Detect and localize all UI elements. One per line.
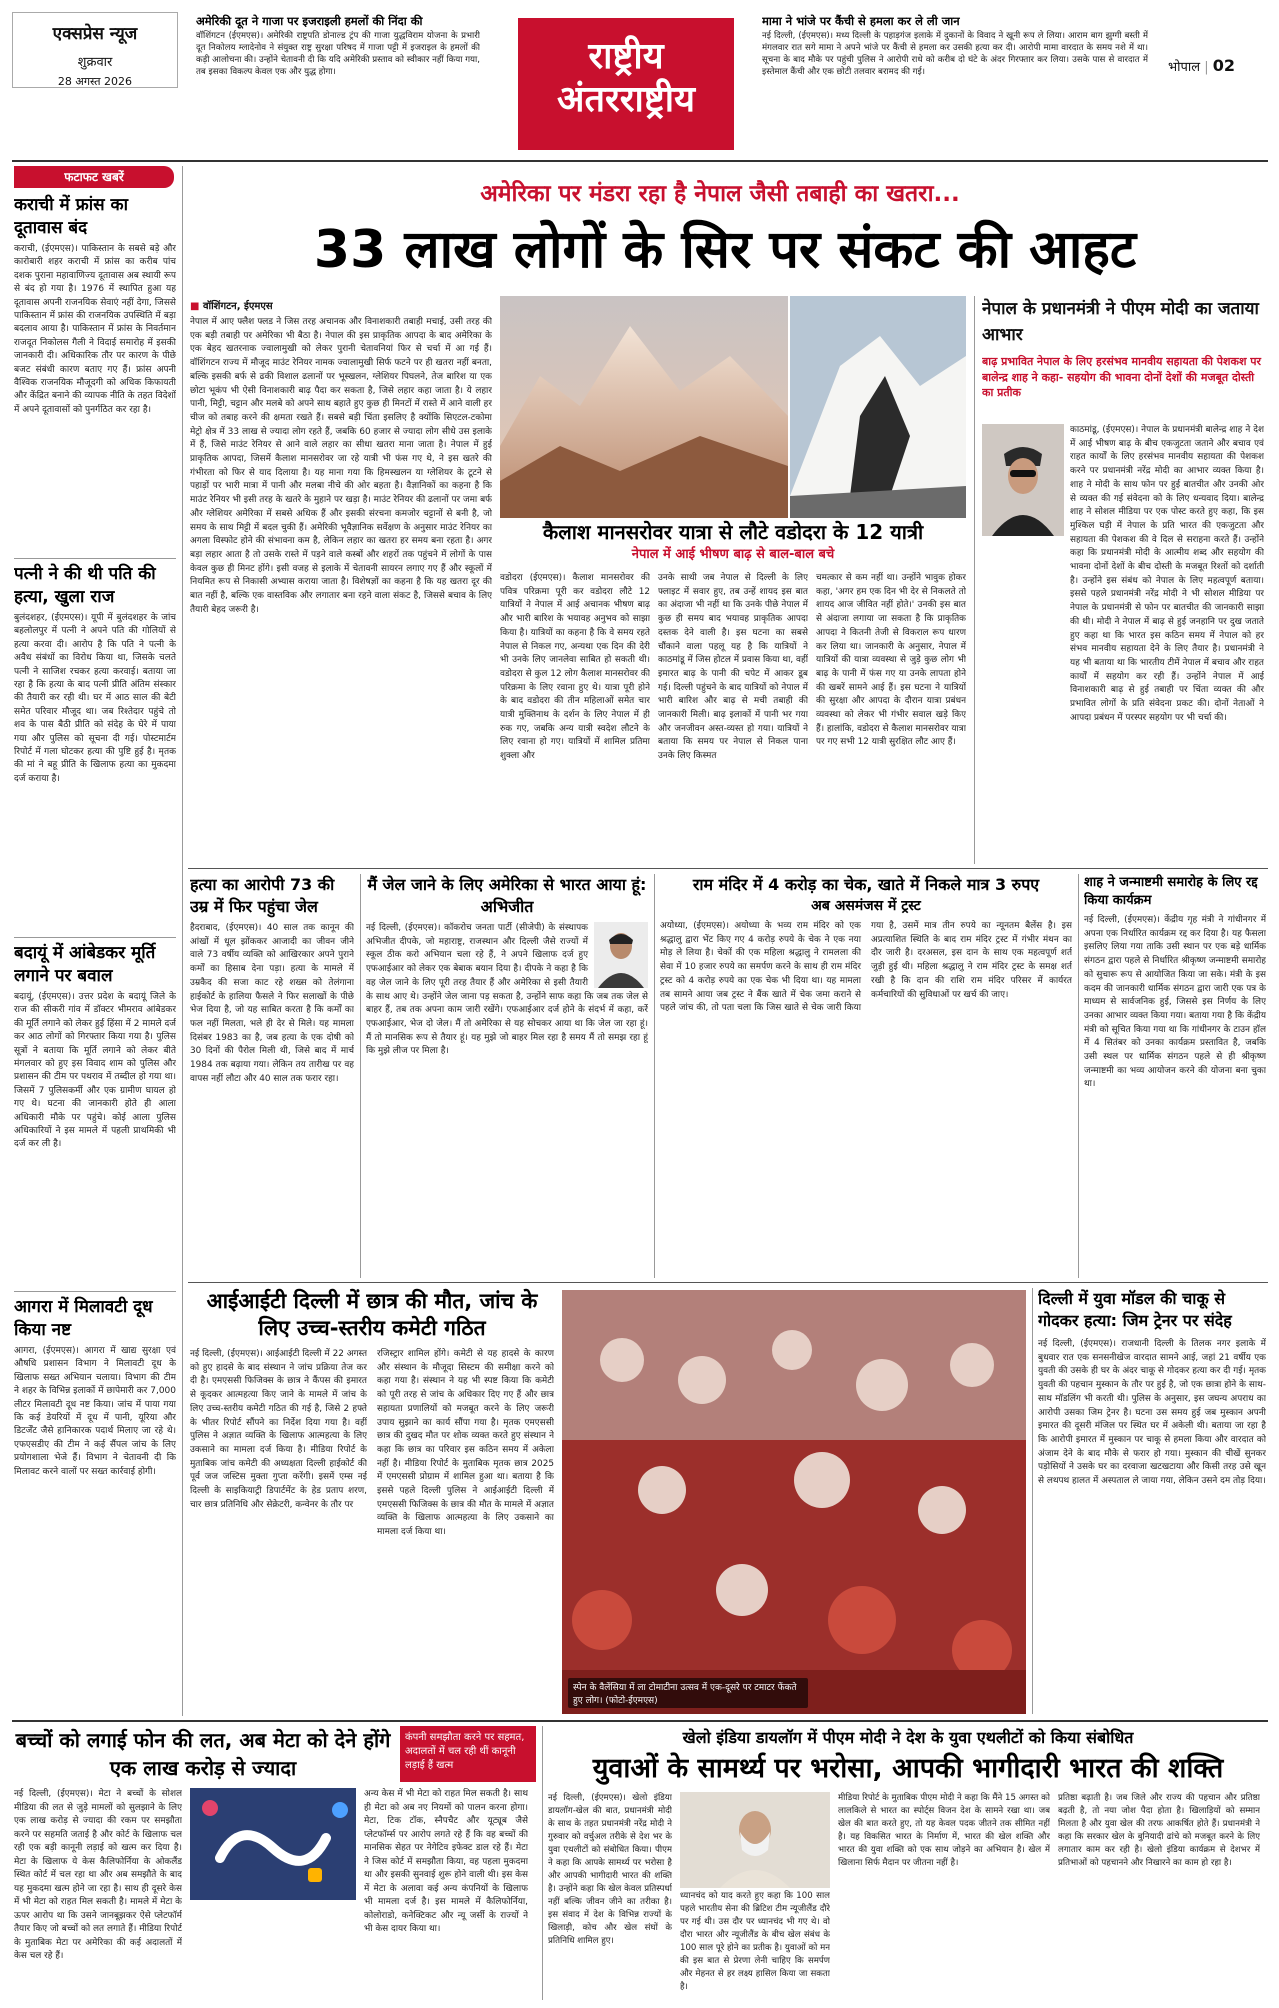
story-meta-columns	[14, 1788, 536, 1988]
kailash-col-2: उनके साथी जब नेपाल से दिल्ली के लिए फ्लाइट में सवार हुए, तब उन्हें शायद इस बात का अंदाजा भी नहीं था कि उनके पीछे नेपाल में कुछ ही समय बाद भयावह प्राकृतिक आपदा दस्तक देने वाली है। इस घटना का सबसे चौंकाने वाला पहलू यह है कि यात्रियों ने काठमांडू में जिस होटल में प्रवास किया था, वहीं इमारत बाढ़ के पानी की चपेट में आकर डूब गई। दिल्ली पहुंचने के बाद यात्रियों को नेपाल में भारी बारिश और बाढ़ से मची तबाही की जानकारी मिली। बाढ़ इलाकों में पानी भर गया और जनजीवन अस्त-व्यस्त हो गया। यात्रियों ने बताया कि समय पर नेपाल से निकल पाना उनके लिए किस्मत	[658, 573, 808, 762]
col-rule	[360, 874, 361, 1278]
abhijit-portrait-svg	[594, 922, 648, 988]
row2-bottom-rule	[188, 1282, 1268, 1283]
section-name-line1: राष्ट्रीय	[588, 36, 664, 77]
story-meta-sidebar: कंपनी समझौता करने पर सहमत, अदालतों में चल रही थीं कानूनी लड़ाई हैं खत्म	[400, 1726, 536, 1782]
story-khelo-col-2: ध्यानचंद को याद करते हुए कहा कि 100 साल पहले भारतीय सेना की ब्रिटिश टीम न्यूजीलैंड दौरे पर गई थी। उस दौर पर ध्यानचंद भी गए थे। वो दौरा भारत और न्यूजीलैंड के बीच खेल संबंध के 100 साल पूरे होने का प्रतीक है। युवाओं को मन की इस बात से प्रेरणा लेनी चाहिए कि समर्पण और मेहनत से हर लक्ष्य हासिल किया जा सकता है।	[680, 1891, 830, 1992]
story-murder-accused-text: हैदराबाद, (ईएमएस)। 40 साल तक कानून की आंखों में धूल झोंककर आजादी का जीवन जीने वाले 73 वर्षीय व्यक्ति को आखिरकार अपने पुराने कर्मों का हिसाब देना पड़ा। हत्या के मामले में उम्रकैद की सजा काट रहे शख्स को तेलंगाना हाईकोर्ट के हालिया फैसले ने फिर सलाखों के पीछे भेज दिया है, जो यह साबित करता है कि कर्मों का फल नहीं मिलता, भले ही देर से मिले। यह मामला दिसंबर 1983 का है, जब हत्या के एक दोषी को 30 दिनों की पैरोल मिली थी, जिसे बाद में मार्च 1984 तक बढ़ाया गया। लेकिन तय तारीख पर वह वापस नहीं लौटा और 40 साल तक फरार रहा।	[190, 923, 354, 1084]
left-story-2-text: बुलंदशहर, (ईएमएस)। यूपी में बुलंदशहर के जांच बहलोलपुर में पत्नी ने अपने पति की गोलियों से हत्या करवा दी। आरोप है कि पति ने पत्नी के अवैध संबंधों का विरोध किया था, जिसके चलते पत्नी ने साजिश रचकर हत्या करवाई। बताया जा रहा है कि हत्या के बाद पत्नी प्रीति अंतिम संस्कार की तैयारी कर रही थी। घर में आठ साल की बेटी समेत परिवार मौजूद था। जब रिश्तेदार पहुंचे तो शव के पास बैठी प्रीति को संदेह के घेरे में पाया गया और पुलिस को सूचना दी गई। पोस्टमार्टम रिपोर्ट में गला घोटकर हत्या की पुष्टि हुई है। मृतक की मां ने बहू प्रीति के खिलाफ हत्या का मुकदमा दर्ज कराया है।	[14, 613, 176, 784]
left-story-2-title: पत्नी ने की थी पति की हत्या, खुला राज	[14, 564, 156, 607]
dateline-marker-icon: ■	[190, 301, 203, 312]
left-story-3-title: बदायूं में आंबेडकर मूर्ति लगाने पर बवाल	[14, 943, 156, 986]
nepal-pm-text-side	[1070, 424, 1264, 864]
story-meta-col-2: अन्य केस में भी मेटा को राहत मिल सकती है। साथ ही मेटा को अब नए नियमों को पालन करना होगा। मेटा, टिक टॉक, स्नैपचैट और यूट्यूब जैसे प्लेटफॉर्म्स पर आरोप लगते रहे हैं कि वह बच्चों की मानसिक सेहत पर नेगेटिव इफेक्ट डाल रहे हैं। मेटा ने जिस कोर्ट में समझौता किया, वह पहला मुकदमा था और इसकी सुनवाई शुरू होने वाली थी। इस केस में मेटा के अलावा कई अन्य कंपनियों के खिलाफ भी मामला दर्ज है। इस मामले में कैलिफोर्निया, कोलोराडो, कनेक्टिकट और न्यू जर्सी के राज्यों ने भी केस दायर किया था।	[364, 1789, 528, 1934]
lead-body: नेपाल में आए फ्लैश फ्लड ने जिस तरह अचानक और विनाशकारी तबाही मचाई, उसी तरह की एक बड़ी तबाही पर अमेरिका भी बैठा है। नेपाल की इस प्राकृतिक आपदा के बाद अमेरिका के एक बेहद खतरनाक ज्वालामुखी को लेकर पुरानी चेतावनियां फिर से चर्चा में आ गई हैं। वॉशिंगटन राज्य में मौजूद माउंट रेनियर नामक ज्वालामुखी सिर्फ फटने पर ही खतरा नहीं बनता, बल्कि इसकी बर्फ से ढकी विशाल ढलानों पर भूस्खलन, ग्लेशियर पिघलने, तेज बारिश या एक छोटा भूकंप भी ऐसी विनाशकारी बाढ़ पैदा कर सकता है, जिसे लहार कहा जाता है। ये लहार पानी, मिट्टी, चट्टान और मलबे को अपने साथ बहाते हुए कुछ ही मिनटों में रास्ते में आने वाली हर चीज को तबाह करने की क्षमता रखते हैं। सबसे बड़ी चिंता इसलिए है क्योंकि सिएटल-टकोमा मेट्रो क्षेत्र में 33 लाख से ज्यादा लोग रहते हैं, जबकि 60 हजार से ज्यादा लोग सीधे उस इलाके में हैं, जिसे माउंट रेनियर से आने वाले लहार का सीधा खतरा माना जाता है। नेपाल में हुई प्राकृतिक आपदा, जिसमें कैलाश मानसरोवर जा रहे यात्री भी फंस गए थे, ने इस खतरे की गंभीरता को फिर से याद दिलाया है। यह माना गया कि हिमस्खलन या ग्लेशियर के टूटने से पहाड़ों पर भारी मात्रा में पानी और मलबा नीचे की ओर बहता है। वैज्ञानिकों का कहना है कि माउंट रेनियर भी इसी तरह के खतरे के मुहाने पर खड़ा है। माउंट रेनियर की ढलानों पर जमा बर्फ और ग्लेशियर अमेरिका में सबसे अधिक हैं और इसकी संरचना कमजोर चट्टानों से बनी है, जो समय के साथ मिट्टी में बदल चुकी हैं। अमेरिकी भूवैज्ञानिक सर्वेक्षण के अनुसार माउंट रेनियर का अगला विस्फोट होने की संभावना कम है, लेकिन लहार का खतरा हर समय बना रहता है। अगर बड़ा लहार आता है तो उसके रास्ते में पड़ने वाले कस्बों और शहरों तक पहुंचने में लोगों के पास केवल कुछ ही मिनट होंगे। इसी वजह से इलाके में चेतावनी सायरन लगाए गए हैं और स्कूलों में नियमित रूप से निकासी अभ्यास कराया जाता है। विशेषज्ञों का कहना है कि यह खतरा दूर की बात नहीं है, बल्कि एक वास्तविक और लगातार बना रहने वाला संकट है, जिससे बचाव के लिए तैयारी बेहद जरूरी है।	[190, 317, 492, 615]
nepal-pm-text: काठमांडू, (ईएमएस)। नेपाल के प्रधानमंत्री बालेन्द्र शाह ने देश में आई भीषण बाढ़ के बीच एकजुटता जताने और बचाव एवं राहत कार्यों के लिए हरसंभव मानवीय सहायता की पेशकश करने पर प्रधानमंत्री नरेंद्र मोदी का आभार व्यक्त किया है। शाह ने मोदी के साथ फोन पर हुई बातचीत और उनकी ओर से व्यक्त की गई संवेदना को के लिए धन्यवाद दिया। बालेन्द्र शाह ने सोशल मीडिया पर एक पोस्ट करते हुए कहा, कि इस मुश्किल घड़ी में नेपाल के प्रति भारत की एकजुटता और सहायता की पेशकश की वे दिल से सराहना करते हैं। उन्होंने कहा कि प्रधानमंत्री मोदी के आत्मीय शब्द और सहयोग की भावना दोनों देशों के बीच दोस्ती के मजबूत रिश्तों को दर्शाती है। उन्होंने इस संबंध को नेपाल के लिए महत्वपूर्ण बताया। इससे पहले प्रधानमंत्री नरेंद्र मोदी ने भी सोशल मीडिया पर नेपाल के प्रधानमंत्री से फोन पर बातचीत की जानकारी साझा की थी। मोदी ने नेपाल में बाढ़ से हुई जनहानि पर दुख जताते हुए कहा था कि भारत इस कठिन समय में नेपाल को हर संभव मानवीय सहायता देने के लिए तैयार है। प्रधानमंत्री ने यह भी बताया था कि भारतीय टीमें नेपाल में बचाव और राहत कार्यों में सहयोग कर रही हैं। उन्होंने नेपाल में आई विनाशकारी बाढ़ से हुई तबाही पर चिंता व्यक्त की और प्रभावित लोगों के प्रति संवेदना प्रकट की। दोनों नेताओं ने आपदा प्रबंधन में परस्पर सहयोग पर भी चर्चा की।	[1070, 425, 1264, 723]
story-iit-title: आईआईटी दिल्ली में छात्र की मौत, जांच के लिए उच्च-स्तरीय कमेटी गठित	[206, 1289, 538, 1340]
story-ram-mandir	[660, 874, 1072, 1278]
brief-gaza	[196, 14, 480, 94]
story-khelo-kicker: खेलो इंडिया डायलॉग में पीएम मोदी ने देश के युवा एथलीटों को किया संबोधित	[682, 1728, 1134, 1747]
right-column-rule	[974, 296, 975, 864]
story-shah-text: नई दिल्ली, (ईएमएस)। केंद्रीय गृह मंत्री ने गांधीनगर में अपना एक निर्धारित कार्यक्रम रद्द कर दिया है। यह फैसला इसलिए लिया गया ताकि उसी स्थान पर एक बड़े धार्मिक संगठन द्वारा पहले से निर्धारित श्रीकृष्ण जन्माष्टमी समारोह को सुचारू रूप से आयोजित किया जा सके। मंत्री के इस कदम की जानकारी धार्मिक संगठन द्वारा जारी एक पत्र के माध्यम से सार्वजनिक हुई, जिससे इस निर्णय के लिए उनका आभार व्यक्त किया गया। बताया गया है कि केंद्रीय मंत्री को सूचित किया गया था कि गांधीनगर के टाउन हॉल में 4 सितंबर को उनका कार्यक्रम प्रस्तावित है, जबकि उसी स्थल पर धार्मिक संगठन पहले से ही श्रीकृष्ण जन्माष्टमी का भव्य आयोजन करने की योजना बना चुका था।	[1084, 915, 1266, 1090]
meta-logo-svg	[190, 1788, 356, 1900]
brief-murder	[762, 14, 1148, 100]
story-gym	[1038, 1288, 1266, 1714]
paper-name: एक्सप्रेस न्यूज	[52, 24, 138, 44]
story-murder-accused	[190, 874, 354, 1278]
story-iit-columns	[190, 1348, 554, 1708]
story-meta-head	[14, 1726, 536, 1782]
abhijit-portrait	[594, 922, 648, 988]
masthead-left-box	[12, 12, 178, 88]
story-ram-mandir-subhead: अब असमंजस में ट्रस्ट	[811, 898, 921, 914]
pm-modi-svg	[680, 1792, 830, 1888]
mountain-range-svg	[500, 296, 788, 518]
col-rule	[1078, 874, 1079, 1278]
col-rule	[1032, 1288, 1033, 1714]
meta-logo-image	[190, 1788, 356, 1900]
left-story-2	[14, 563, 176, 933]
issue-date: 28 अगस्त 2026	[57, 75, 133, 88]
tomatina-svg	[562, 1290, 1026, 1714]
story-shah	[1084, 874, 1266, 1278]
left-column	[14, 194, 176, 1712]
story-abhijit-title: मैं जेल जाने के लिए अमेरिका से भारत आया हूं: अभिजीत	[367, 875, 647, 916]
col-rule	[654, 874, 655, 1278]
story-khelo-col-3: मीडिया रिपोर्ट के मुताबिक पीएम मोदी ने कहा कि मैंने 15 अगस्त को लालकिले से भारत का स्पोर्ट्स विजन देश के सामने रखा था। जब खेल की बात करते हुए, तो यह केवल पदक जीतने तक सीमित नहीं है। यह विकसित भारत के निर्माण में, भारत की खेल शक्ति और भारत की युवा शक्ति को एक साथ जोड़ने का अभियान है। खेल में खिलाना सिर्फ मैदान पर जीतना नहीं है।	[838, 1793, 1050, 1868]
story-meta-col-1: नई दिल्ली, (ईएमएस)। मेटा ने बच्चों के सोशल मीडिया की लत से जुड़े मामलों को सुलझाने के लिए एक लाख करोड़ से ज्यादा की रकम पर समझौता करने पर सहमति जताई है और कोर्ट के खिलाफ चल रही एक बड़ी कानूनी लड़ाई को खत्म कर दिया है। मेटा के खिलाफ ये केस कैलिफोर्निया के ओकलैंड स्थित कोर्ट में चल रहा था और अब समझौते के बाद यह मुकदमा खत्म होने जा रहा है। साथ ही दूसरे केस में भी मेटा को राहत मिल सकती है। मामले में मेटा के ऊपर आरोप था कि उसने जानबूझकर ऐसे प्लेटफॉर्म तैयार किए जो बच्चों को लत लगाते हैं। मीडिया रिपोर्ट के मुताबिक मेटा पर अमेरिका की कई अदालतों में केस चल रहे हैं।	[14, 1789, 182, 1961]
story-khelo	[548, 1726, 1268, 2002]
story-murder-accused-title: हत्या का आरोपी 73 की उम्र में फिर पहुंचा जेल	[190, 875, 335, 916]
nepal-pm-headline: नेपाल के प्रधानमंत्री ने पीएम मोदी का जताया आभार	[982, 299, 1259, 345]
folio-page: 02	[1212, 56, 1235, 75]
pm-modi-photo	[680, 1792, 830, 1888]
left-column-rule	[182, 166, 183, 1716]
kailash-col-1: वडोदरा (ईएमएस)। कैलाश मानसरोवर की पवित्र परिक्रमा पूरी कर वडोदरा लौटे 12 यात्रियों ने नेपाल में आई अचानक भीषण बाढ़ और भारी बारिश के भयावह अनुभव को साझा किया है। यात्रियों का कहना है कि वे समय रहते नेपाल से निकल गए, अन्यथा एक दिन की देरी भी उनके लिए जानलेवा साबित हो सकती थी। वडोदरा से कुल 12 लोग कैलाश मानसरोवर की परिक्रमा के लिए रवाना हुए थे। यात्रा पूरी होने के बाद वडोदरा की तीन महिलाओं समेत चार यात्री मुक्तिनाथ के दर्शन के लिए नेपाल में ही रुक गए, जबकि अन्य यात्री स्वदेश लौटने के लिए रवाना हो गए। यात्रियों में शामिल प्रतिमा शुक्ला और	[500, 573, 650, 762]
tomatina-photo	[562, 1290, 1026, 1714]
glacier-peak-svg	[790, 296, 966, 518]
row3-bottom-rule	[12, 1720, 1268, 1722]
brief-gaza-title: अमेरिकी दूत ने गाजा पर इजराइली हमलों की निंदा की	[196, 14, 423, 28]
left-story-4	[14, 1296, 176, 1712]
col-rule	[542, 1726, 543, 2000]
lead-headline-text: 33 लाख लोगों के सिर पर संकट की आहट	[313, 220, 1137, 280]
left-divider	[14, 558, 176, 559]
story-khelo-headline: युवाओं के सामर्थ्य पर भरोसा, आपकी भागीदारी भारत की शक्ति	[592, 1753, 1224, 1784]
story-khelo-columns	[548, 1792, 1268, 1994]
lead-kicker	[400, 178, 1040, 212]
nepal-pm-subhead: बाढ़ प्रभावित नेपाल के लिए हरसंभव मानवीय सहायता की पेशकश पर बालेन्द्र शाह ने कहा- सहयोग की भावना दोनों देशों की मजबूत दोस्ती का प्रतीक	[982, 355, 1262, 399]
story-abhijit	[366, 874, 648, 1278]
left-divider	[14, 937, 176, 938]
section-nameplate	[518, 18, 734, 150]
story-ram-mandir-text: अयोध्या, (ईएमएस)। अयोध्या के भव्य राम मंदिर को एक श्रद्धालु द्वारा भेंट किए गए 4 करोड़ रुपये के चेक ने एक नया मोड़ ले लिया है। चेकों की एक महिला श्रद्धालु ने रामलला की सेवा में 10 हजार रुपये का समर्पण करने के साथ ही राम मंदिर ट्रस्ट को 4 करोड़ रुपये का एक चेक भी दिया था। यह मामला तब सामने आया जब ट्रस्ट ने बैंक खाते में चेक जमा कराने से पहले जांच की, तो पता चला कि जिस खाते से चेक जारी किया गया है, उसमें मात्र तीन रुपये का न्यूनतम बैलेंस है। इस अप्रत्याशित स्थिति के बाद राम मंदिर ट्रस्ट में गंभीर मंथन का दौर जारी है। दरअसल, इस दान के साथ एक महत्वपूर्ण शर्त जुड़ी हुई थी। महिला श्रद्धालु ने राम मंदिर ट्रस्ट के समक्ष शर्त रखी है कि दान की राशि राम मंदिर परिसर में कार्यरत कर्मचारियों की सुविधाओं पर खर्च की जाए।	[660, 921, 1072, 1014]
brief-gaza-text: वॉशिंगटन (ईएमएस)। अमेरिकी राष्ट्रपति डोनाल्ड ट्रंप की गाजा युद्धविराम योजना के प्रभारी दूत निकोलय म्लादेनोव ने संयुक्त राष्ट्र सुरक्षा परिषद में गाजा पट्टी में इजराइल के हमलों की कड़ी आलोचना की। उन्होंने चेतावनी दी कि यदि अमेरिकी प्रस्ताव को स्वीकार नहीं किया गया, तब इसका विकल्प केवल एक और युद्ध होगा।	[196, 31, 480, 77]
kailash-headline: कैलाश मानसरोवर यात्रा से लौटे वडोदरा के 12 यात्री	[542, 520, 924, 544]
story-ram-mandir-title: राम मंदिर में 4 करोड़ का चेक, खाते में निकले मात्र 3 रुपए	[692, 875, 1040, 894]
nepal-pm-portrait	[982, 424, 1064, 536]
story-shah-title: शाह ने जन्माष्टमी समारोह के लिए रद्द किया कार्यक्रम	[1084, 875, 1258, 908]
story-iit	[190, 1288, 554, 1714]
section-name-line2: अंतरराष्ट्रीय	[556, 79, 696, 120]
left-story-4-title: आगरा में मिलावटी दूध किया नष्ट	[14, 1297, 153, 1340]
kailash-subhead: नेपाल में आई भीषण बाढ़ से बाल-बाल बचे	[631, 547, 835, 562]
left-story-1-text: कराची, (ईएमएस)। पाकिस्तान के सबसे बड़े और कारोबारी शहर कराची में फ्रांस का करीब पांच दशक पुराना महावाणिज्य दूतावास अब स्थायी रूप से बंद हो गया है। 1976 में स्थापित हुआ यह दूतावास अपनी राजनयिक सेवाएं नहीं देगा, जिससे पाकिस्तान में फ्रांस की राजनयिक उपस्थिति में बड़ा बदलाव आया है। पाकिस्तान में फ्रांस के निवर्तमान राजदूत निकोलस गैली ने विदाई समारोह में इसकी जानकारी दी। अधिकारिक तौर पर कारण के पीछे बजट संबंधी कारण बताए गए हैं। फ्रांस अपनी वैश्विक राजनयिक मौजूदगी को अधिक किफायती और केंद्रित बनाने की व्यापक नीति के तहत विदेशों में अपने दूतावासों को पुनर्गठित कर रहा है।	[14, 244, 176, 415]
left-story-4-text: आगरा, (ईएमएस)। आगरा में खाद्य सुरक्षा एवं औषधि प्रशासन विभाग ने मिलावटी दूध के खिलाफ सख्त अभियान चलाया। विभाग की टीम ने शहर के विभिन्न इलाकों में छापेमारी कर 7,000 लीटर मिलावटी दूध नष्ट किया। जांच में पाया गया कि कई डेयरियों में दूध में पानी, यूरिया और डिटर्जेंट जैसे हानिकारक पदार्थ मिलाए जा रहे थे। एफएसडीए की टीम ने कई सैंपल जांच के लिए प्रयोगशाला भेजे हैं। विभाग ने चेतावनी दी कि मिलावट करने वालों पर सख्त कार्रवाई होगी।	[14, 1346, 176, 1477]
lead-kicker-text: अमेरिका पर मंडरा रहा है नेपाल जैसी तबाही का खतरा...	[480, 181, 960, 207]
glacier-peak-photo	[790, 296, 966, 518]
left-divider	[14, 1291, 176, 1292]
story-meta	[14, 1726, 536, 2000]
masthead-rule	[12, 160, 1268, 162]
brief-murder-text: नई दिल्ली, (ईएमएस)। मध्य दिल्ली के पहाड़गंज इलाके में दुकानों के विवाद ने खूनी रूप ले लिया। आराम बाग झुग्गी बस्ती में मंगलवार रात सगे मामा ने अपने भांजे पर कैंची से हमला कर उसकी हत्या कर दी। आरोपी मामा वारदात के समय नशे में था। सूचना के बाद मौके पर पहुंची पुलिस ने आरोपी राधे को करीब दो घंटे के अंदर गिरफ्तार कर लिया। उसके पास से वारदात में इस्तेमाल कैंची और एक छोटी तलवार बरामद की गई।	[762, 31, 1148, 77]
left-story-3-text: बदायूं, (ईएमएस)। उत्तर प्रदेश के बदायूं जिले के राज की सीकरी गांव में डॉक्टर भीमराव आंबेडकर की मूर्ति लगाने को लेकर हुई हिंसा में 2 मामले दर्ज कर आठ लोगों को गिरफ्तार किया गया है। पुलिस सूत्रों ने बताया कि मूर्ति लगाने को लेकर बीते मंगलवार को हुए इस विवाद शाम को पुलिस और प्रशासन की टीम पर पथराव में तब्दील हो गया था। जिसमें 7 पुलिसकर्मी और एक ग्रामीण घायल हो गए थे। घटना की जानकारी होते ही आला अधिकारी मौके पर पहुंचे। कोई आला पुलिस अधिकारियों ने इस मामले में पहली प्राथमिकी भी दर्ज कर ली है।	[14, 992, 176, 1150]
lead-headline	[190, 214, 1260, 290]
brief-murder-title: मामा ने भांजे पर कैंची से हमला कर ले ली जान	[762, 14, 960, 28]
story-meta-title: बच्चों को लगाई फोन की लत, अब मेटा को देने होंगे एक लाख करोड़ से ज्यादा	[15, 1728, 391, 1780]
kailash-headline-box	[500, 518, 966, 566]
page-folio: भोपाल | 02	[1168, 56, 1235, 75]
story-iit-col-1: नई दिल्ली, (ईएमएस)। आईआईटी दिल्ली में 22 अगस्त को हुए हादसे के बाद संस्थान ने जांच प्रक्रिया तेज कर दी है। एमएससी फिजिक्स के छात्र ने कैंपस की इमारत से कूदकर आत्महत्या किए जाने के मामले में जांच के लिए उच्च-स्तरीय कमेटी गठित की गई है, जिसे 2 हफ्ते के भीतर रिपोर्ट सौंपने का निर्देश दिया गया है। वहीं पुलिस ने अज्ञात व्यक्ति के खिलाफ आत्महत्या के लिए उकसाने का मामला दर्ज किया है। मीडिया रिपोर्ट के मुताबिक जांच कमेटी की अध्यक्षता दिल्ली हाईकोर्ट की पूर्व जज जस्टिस मुक्ता गुप्ता करेंगी। इसमें एम्स नई दिल्ली के साइकियाट्री डिपार्टमेंट के हेड प्रताप शरण, चार छात्र प्रतिनिधि और सेक्रेटरी, कन्वेनर के तौर पर	[190, 1349, 367, 1510]
lead-dateline-text: वॉशिंगटन, ईएमएस	[202, 301, 273, 312]
quick-news-label: फटाफट खबरें	[14, 166, 174, 188]
left-story-1	[14, 194, 176, 554]
row1-bottom-rule	[188, 868, 1268, 869]
story-iit-col-2: रजिस्ट्रार शामिल होंगे। कमेटी से यह हादसे के कारण और संस्थान के मौजूदा सिस्टम की समीक्षा करने को कहा गया है। संस्थान ने यह भी स्पष्ट किया कि कमेटी को पूरी तरह से जांच के अधिकार दिए गए हैं और छात्र सहायता प्रणालियों को मजबूत करने के लिए जरूरी उपाय सुझाने का कार्य सौंपा गया है। मृतक एमएससी छात्र की दुखद मौत पर शोक व्यक्त करते हुए संस्थान ने कहा कि छात्र का परिवार इस कठिन समय में अकेला नहीं है। मीडिया रिपोर्ट के मुताबिक मृतक छात्र 2025 में एमएससी प्रोग्राम में शामिल हुआ था। बताया है कि इससे पहले दिल्ली पुलिस ने आईआईटी दिल्ली में एमएससी फिजिक्स के छात्र की मौत के मामले में अज्ञात व्यक्ति के खिलाफ आत्महत्या के लिए उकसाने का मामला दर्ज किया था।	[377, 1349, 554, 1538]
folio-city: भोपाल	[1168, 60, 1201, 75]
story-khelo-col-1: नई दिल्ली, (ईएमएस)। खेलो इंडिया डायलॉग-खेल की बात, प्रधानमंत्री मोदी के साथ के तहत प्रधानमंत्री नरेंद्र मोदी ने गुरुवार को वर्चुअल तरीके से देश भर के युवा एथलीटों को संबोधित किया। पीएम ने कहा कि आपके सामर्थ्य पर भरोसा है और आपकी भागीदारी भारत की शक्ति है। उन्होंने कहा कि खेल केवल प्रतिस्पर्धा नहीं बल्कि जीवन जीने का तरीका है। इस संवाद में देश के विभिन्न राज्यों के खिलाड़ी, कोच और खेल संघों के प्रतिनिधि शामिल हुए।	[548, 1793, 672, 1946]
story-gym-text: नई दिल्ली, (ईएमएस)। राजधानी दिल्ली के तिलक नगर इलाके में बुधवार रात एक सनसनीखेज वारदात सामने आई, जहां 21 वर्षीय एक युवती की उसके ही घर के अंदर चाकू से गोदकर हत्या कर दी गई। मृतक युवती की पहचान मुस्कान के तौर पर हुई है, जो एक छात्रा होने के साथ-साथ मॉडलिंग भी करती थी। पुलिस के अनुसार, इस जघन्य अपराध का आरोपी उसका जिम ट्रेनर है। घटना उस समय हुई जब मुस्कान अपनी इमारत की दूसरी मंजिल पर स्थित घर में अकेली थी। बताया जा रहा है कि आरोपी इमारत में मुस्कान पर चाकू से हमला किया और वारदात को अंजाम देने के बाद मौके से फरार हो गया। मुस्कान की चीखें सुनकर पड़ोसियों ने उसके घर का दरवाजा खटखटाया और किसी तरह उसे खून से लथपथ हालत में अस्पताल ले जाया गया, लेकिन उसने दम तोड़ दिया।	[1038, 1339, 1266, 1487]
story-abhijit-text: नई दिल्ली, (ईएमएस)। कॉकरोच जनता पार्टी (सीजेपी) के संस्थापक अभिजीत दीपके, जो महाराष्ट्र, राजस्थान और दिल्ली जैसे राज्यों में स्कूल ठीक करो अभियान चला रहे हैं, ने अपने खिलाफ दर्ज हुए एफआईआर को लेकर एक बेबाक बयान दिया है। दीपके ने कहा है कि वह जेल जाने के लिए पूरी तरह तैयार हैं और अमेरिका से इसी तैयारी के साथ आए थे। उन्होंने जेल जाना पड़ सकता है, उन्होंने साफ कहा कि जब तक जेल से बाहर हैं, तब तक अपना काम जारी रखेंगे। एफआईआर दर्ज होने के संदर्भ में कहा, कर्रे एफआईआर, भेज दो जेल। मैं तो अमेरिका से यह सोचकर आया था कि जेल जा रहा हूं। मैं तो मानसिक रूप से तैयार हूं। यह मुझे जो बाहर मिल रहा है समय मैं तो समझ रहा हूं कि मुझे लीज पर मिला है।	[366, 923, 648, 1057]
story-gym-title: दिल्ली में युवा मॉडल की चाकू से गोदकर हत्या: जिम ट्रेनर पर संदेह	[1038, 1289, 1232, 1330]
mountain-range-photo	[500, 296, 788, 518]
issue-day: शुक्रवार	[77, 55, 113, 70]
tomatina-caption: स्पेन के वैलेंसिया में ला टोमाटीना उत्सव में एक-दूसरे पर टमाटर फेंकते हुए लोग। (फोटो-ईएमएस)	[568, 1678, 808, 1708]
kailash-col-3: चमत्कार से कम नहीं था। उन्होंने भावुक होकर कहा, 'अगर हम एक दिन भी देर से निकलते तो शायद आज जीवित नहीं होते।' उनकी इस बात से अंदाजा लगाया जा सकता है कि प्राकृतिक आपदा ने कितनी तेजी से विकराल रूप धारण कर लिया था। जानकारी के अनुसार, नेपाल में यात्रियों की यात्रा व्यवस्था से जुड़े कुछ लोग भी बाढ़ के पानी में फंस गए या उनके लापता होने की खबरें सामने आई हैं। इस घटना ने यात्रियों की सुरक्षा और आपदा के दौरान यात्रा प्रबंधन व्यवस्था को लेकर भी गंभीर सवाल खड़े किए हैं। हालांकि, वडोदरा से कैलाश मानसरोवर यात्रा पर गए सभी 12 यात्री सुरक्षित लौट आए हैं।	[816, 573, 966, 748]
story-khelo-col-4: प्रतिष्ठा बढ़ाती है। जब जिले और राज्य की पहचान और प्रतिष्ठा बढ़ती है, तो नया जोश पैदा होता है। खिलाड़ियों को सम्मान मिलता है और युवा खेल की तरफ आकर्षित होते हैं। प्रधानमंत्री ने कहा कि सरकार खेल के बुनियादी ढांचे को मजबूत करने के लिए लगातार काम कर रही है। खेलो इंडिया कार्यक्रम से देशभर में प्रतिभाओं को पहचानने और निखारने का काम हो रहा है।	[1058, 1793, 1260, 1868]
left-story-1-title: कराची में फ्रांस का दूतावास बंद	[14, 195, 128, 238]
portrait-svg	[982, 424, 1064, 536]
story-khelo-media	[680, 1792, 830, 1994]
lead-dateline	[190, 298, 490, 314]
left-story-3	[14, 942, 176, 1287]
